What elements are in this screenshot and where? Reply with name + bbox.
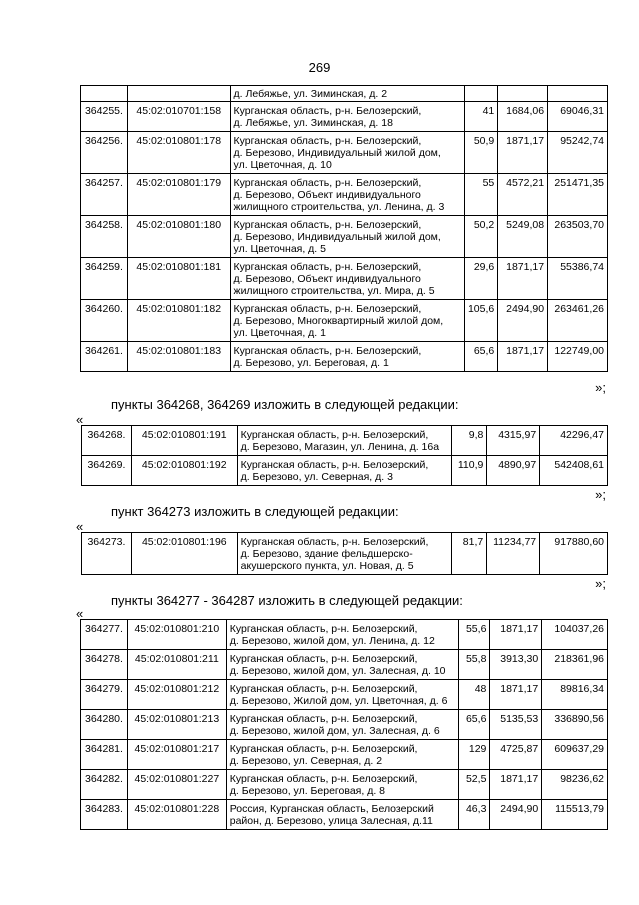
cadastral-value-cell: 263503,70 bbox=[548, 216, 608, 258]
cadastral-number-cell: 45:02:010801:211 bbox=[127, 650, 226, 680]
address-line: Курганская область, р-н. Белозерский, bbox=[229, 653, 418, 665]
address-line: Курганская область, р-н. Белозерский, bbox=[240, 459, 429, 471]
cadastral-value-cell: 98236,62 bbox=[542, 770, 608, 800]
instruction-text: пункты 364277 - 364287 изложить в следующей редакции: bbox=[111, 593, 463, 608]
open-quote: « bbox=[76, 519, 84, 534]
address-cell bbox=[226, 710, 458, 740]
cadastral-value-cell: 917880,60 bbox=[540, 533, 608, 575]
unit-value-cell: 1871,17 bbox=[490, 620, 542, 650]
row-number-cell: 364260. bbox=[81, 300, 128, 342]
address-line: д. Березово, Жилой дом, ул. Цветочная, д. 6 bbox=[229, 695, 448, 707]
row-number-cell: 364282. bbox=[81, 770, 128, 800]
area-cell: 55,6 bbox=[458, 620, 490, 650]
cadastral-number-cell: 45:02:010801:182 bbox=[127, 300, 230, 342]
registry-table-3 bbox=[81, 532, 608, 575]
unit-value-cell: 1684,06 bbox=[498, 102, 548, 132]
unit-value-cell: 1871,17 bbox=[498, 258, 548, 300]
row-number-cell: 364278. bbox=[81, 650, 128, 680]
unit-value-cell: 5135,53 bbox=[490, 710, 542, 740]
row-number-cell: 364273. bbox=[82, 533, 132, 575]
address-cell bbox=[237, 533, 452, 575]
cadastral-number-cell: 45:02:010801:217 bbox=[127, 740, 226, 770]
table-row bbox=[82, 426, 608, 456]
cadastral-number-cell: 45:02:010801:192 bbox=[131, 456, 237, 486]
table-row bbox=[81, 770, 608, 800]
table-row bbox=[81, 710, 608, 740]
unit-value-cell: 2494,90 bbox=[490, 800, 542, 830]
address-line: Курганская область, р-н. Белозерский, bbox=[240, 429, 429, 441]
cadastral-number-cell: 45:02:010701:158 bbox=[127, 102, 230, 132]
cadastral-value-cell: 69046,31 bbox=[548, 102, 608, 132]
table-row bbox=[81, 174, 608, 216]
address-line: д. Березово, Объект индивидуального bbox=[233, 189, 421, 201]
row-number-cell: 364259. bbox=[81, 258, 128, 300]
instruction-text: пункты 364268, 364269 изложить в следующей редакции: bbox=[111, 397, 459, 412]
address-cell bbox=[226, 800, 458, 830]
open-quote: « bbox=[76, 606, 84, 621]
page-number: 269 bbox=[308, 60, 331, 75]
address-line: Курганская область, р-н. Белозерский, bbox=[233, 105, 422, 117]
registry-table-1 bbox=[80, 85, 608, 372]
address-cell bbox=[226, 620, 458, 650]
cadastral-number-cell: 45:02:010801:179 bbox=[127, 174, 230, 216]
area-cell: 48 bbox=[458, 680, 490, 710]
table-row bbox=[81, 800, 608, 830]
row-number-cell: 364277. bbox=[81, 620, 128, 650]
cadastral-value-cell: 218361,96 bbox=[542, 650, 608, 680]
unit-value-cell: 11234,77 bbox=[487, 533, 540, 575]
unit-value-cell: 4572,21 bbox=[498, 174, 548, 216]
address-cell bbox=[230, 174, 464, 216]
cadastral-value-cell: 55386,74 bbox=[548, 258, 608, 300]
address-line: Курганская область, р-н. Белозерский, bbox=[229, 623, 418, 635]
area-cell: 50,9 bbox=[464, 132, 497, 174]
address-cell bbox=[230, 300, 464, 342]
area-cell: 65,6 bbox=[464, 342, 497, 372]
table-row bbox=[81, 102, 608, 132]
unit-value-cell: 4725,87 bbox=[490, 740, 542, 770]
cadastral-number-cell: 45:02:010801:212 bbox=[127, 680, 226, 710]
cadastral-value-cell: 122749,00 bbox=[548, 342, 608, 372]
cadastral-value-cell: 115513,79 bbox=[542, 800, 608, 830]
registry-table-2 bbox=[81, 425, 608, 486]
unit-value-cell: 4890,97 bbox=[487, 456, 540, 486]
address-cell bbox=[226, 770, 458, 800]
row-number-cell: 364268. bbox=[82, 426, 132, 456]
unit-value-cell: 4315,97 bbox=[487, 426, 540, 456]
cadastral-value-cell: 336890,56 bbox=[542, 710, 608, 740]
address-line: район, д. Березово, улица Залесная, д.11 bbox=[229, 815, 433, 827]
cadastral-number-cell: 45:02:010801:196 bbox=[131, 533, 237, 575]
area-cell: 9,8 bbox=[452, 426, 487, 456]
address-line: д. Березово, жилой дом, ул. Залесная, д. 10 bbox=[229, 665, 446, 677]
address-line: Курганская область, р-н. Белозерский, bbox=[229, 773, 418, 785]
address-cell bbox=[230, 102, 464, 132]
table-row bbox=[81, 740, 608, 770]
unit-value-cell: 2494,90 bbox=[498, 300, 548, 342]
table-row bbox=[81, 620, 608, 650]
open-quote: « bbox=[76, 412, 84, 427]
address-line: д. Березово, Многоквартирный жилой дом, bbox=[233, 315, 444, 327]
registry-table-4 bbox=[80, 619, 608, 830]
address-line: д. Березово, ул. Северная, д. 3 bbox=[240, 471, 393, 483]
area-cell: 46,3 bbox=[458, 800, 490, 830]
unit-value-cell: 5249,08 bbox=[498, 216, 548, 258]
area-cell: 41 bbox=[464, 102, 497, 132]
area-cell: 29,6 bbox=[464, 258, 497, 300]
address-line: Курганская область, р-н. Белозерский, bbox=[240, 536, 429, 548]
address-line: ул. Цветочная, д. 1 bbox=[233, 327, 326, 339]
row-number-cell: 364255. bbox=[81, 102, 128, 132]
table-row bbox=[81, 342, 608, 372]
address-cell: д. Лебяжье, ул. Зиминская, д. 2 bbox=[230, 86, 464, 102]
row-number-cell: 364257. bbox=[81, 174, 128, 216]
closing-quote: »; bbox=[595, 380, 606, 395]
area-cell: 129 bbox=[458, 740, 490, 770]
row-number-cell: 364280. bbox=[81, 710, 128, 740]
address-line: д. Березово, ул. Береговая, д. 1 bbox=[233, 357, 389, 369]
address-cell bbox=[230, 216, 464, 258]
table-row bbox=[81, 86, 608, 102]
area-cell: 81,7 bbox=[452, 533, 487, 575]
area-cell: 110,9 bbox=[452, 456, 487, 486]
address-cell bbox=[226, 650, 458, 680]
row-number-cell: 364261. bbox=[81, 342, 128, 372]
cadastral-value-cell: 95242,74 bbox=[548, 132, 608, 174]
address-line: Курганская область, р-н. Белозерский, bbox=[229, 713, 418, 725]
area-cell: 55 bbox=[464, 174, 497, 216]
address-line: Курганская область, р-н. Белозерский, bbox=[233, 177, 422, 189]
unit-value-cell: 1871,17 bbox=[498, 342, 548, 372]
address-line: д. Березово, Объект индивидуального bbox=[233, 273, 421, 285]
cadastral-value-cell: 104037,26 bbox=[542, 620, 608, 650]
address-line: д. Березово, Магазин, ул. Ленина, д. 16а bbox=[240, 441, 440, 453]
cadastral-value-cell: 251471,35 bbox=[548, 174, 608, 216]
instruction-text: пункт 364273 изложить в следующей редакции: bbox=[111, 504, 399, 519]
area-cell: 105,6 bbox=[464, 300, 497, 342]
address-line: Курганская область, р-н. Белозерский, bbox=[233, 219, 422, 231]
address-line: акушерского пункта, ул. Новая, д. 5 bbox=[240, 560, 414, 572]
table-row bbox=[82, 456, 608, 486]
table-row bbox=[81, 680, 608, 710]
cadastral-number-cell: 45:02:010801:180 bbox=[127, 216, 230, 258]
row-number-cell: 364283. bbox=[81, 800, 128, 830]
address-line: жилищного строительства, ул. Ленина, д. 3 bbox=[233, 201, 445, 213]
address-line: ул. Цветочная, д. 5 bbox=[233, 243, 326, 255]
address-line: д. Березово, здание фельдшерско- bbox=[240, 548, 413, 560]
address-cell bbox=[237, 426, 452, 456]
cadastral-value-cell: 263461,26 bbox=[548, 300, 608, 342]
unit-value-cell: 3913,30 bbox=[490, 650, 542, 680]
address-line: Курганская область, р-н. Белозерский, bbox=[229, 743, 418, 755]
address-line: ул. Цветочная, д. 10 bbox=[233, 159, 332, 171]
address-line: Курганская область, р-н. Белозерский, bbox=[233, 345, 422, 357]
address-line: Россия, Курганская область, Белозерский bbox=[229, 803, 434, 815]
row-number-cell: 364269. bbox=[82, 456, 132, 486]
address-cell bbox=[230, 342, 464, 372]
row-number-cell: 364279. bbox=[81, 680, 128, 710]
cadastral-value-cell: 609637,29 bbox=[542, 740, 608, 770]
address-line: д. Березово, ул. Северная, д. 2 bbox=[229, 755, 383, 767]
address-cell bbox=[226, 680, 458, 710]
address-line: Курганская область, р-н. Белозерский, bbox=[233, 135, 422, 147]
closing-quote: »; bbox=[595, 487, 606, 502]
address-line: д. Березово, Индивидуальный жилой дом, bbox=[233, 231, 441, 243]
row-number-cell: 364258. bbox=[81, 216, 128, 258]
area-cell: 52,5 bbox=[458, 770, 490, 800]
address-line: д. Лебяжье, ул. Зиминская, д. 18 bbox=[233, 117, 393, 129]
cadastral-number-cell: 45:02:010801:183 bbox=[127, 342, 230, 372]
cadastral-number-cell: 45:02:010801:210 bbox=[127, 620, 226, 650]
cadastral-number-cell: 45:02:010801:191 bbox=[131, 426, 237, 456]
cadastral-number-cell: 45:02:010801:213 bbox=[127, 710, 226, 740]
address-cell bbox=[237, 456, 452, 486]
unit-value-cell: 1871,17 bbox=[490, 680, 542, 710]
table-row bbox=[81, 300, 608, 342]
area-cell: 55,8 bbox=[458, 650, 490, 680]
address-cell bbox=[230, 258, 464, 300]
address-line: Курганская область, р-н. Белозерский, bbox=[233, 303, 422, 315]
address-cell bbox=[230, 132, 464, 174]
table-row bbox=[82, 533, 608, 575]
address-line: д. Березово, жилой дом, ул. Ленина, д. 12 bbox=[229, 635, 435, 647]
area-cell: 65,6 bbox=[458, 710, 490, 740]
unit-value-cell: 1871,17 bbox=[498, 132, 548, 174]
cadastral-number-cell: 45:02:010801:227 bbox=[127, 770, 226, 800]
table-row bbox=[81, 216, 608, 258]
address-line: д. Березово, Индивидуальный жилой дом, bbox=[233, 147, 441, 159]
address-line: Курганская область, р-н. Белозерский, bbox=[233, 261, 422, 273]
unit-value-cell: 1871,17 bbox=[490, 770, 542, 800]
area-cell: 50,2 bbox=[464, 216, 497, 258]
address-line: жилищного строительства, ул. Мира, д. 5 bbox=[233, 285, 435, 297]
cadastral-number-cell: 45:02:010801:228 bbox=[127, 800, 226, 830]
address-line: Курганская область, р-н. Белозерский, bbox=[229, 683, 418, 695]
address-cell bbox=[226, 740, 458, 770]
cadastral-value-cell: 542408,61 bbox=[540, 456, 608, 486]
cadastral-number-cell: 45:02:010801:178 bbox=[127, 132, 230, 174]
table-row bbox=[81, 650, 608, 680]
cadastral-value-cell: 89816,34 bbox=[542, 680, 608, 710]
cadastral-number-cell: 45:02:010801:181 bbox=[127, 258, 230, 300]
row-number-cell: 364281. bbox=[81, 740, 128, 770]
address-line: д. Березово, ул. Береговая, д. 8 bbox=[229, 785, 385, 797]
row-number-cell: 364256. bbox=[81, 132, 128, 174]
table-row bbox=[81, 258, 608, 300]
table-row bbox=[81, 132, 608, 174]
closing-quote: »; bbox=[595, 576, 606, 591]
address-line: д. Березово, жилой дом, ул. Залесная, д. 6 bbox=[229, 725, 440, 737]
cadastral-value-cell: 42296,47 bbox=[540, 426, 608, 456]
